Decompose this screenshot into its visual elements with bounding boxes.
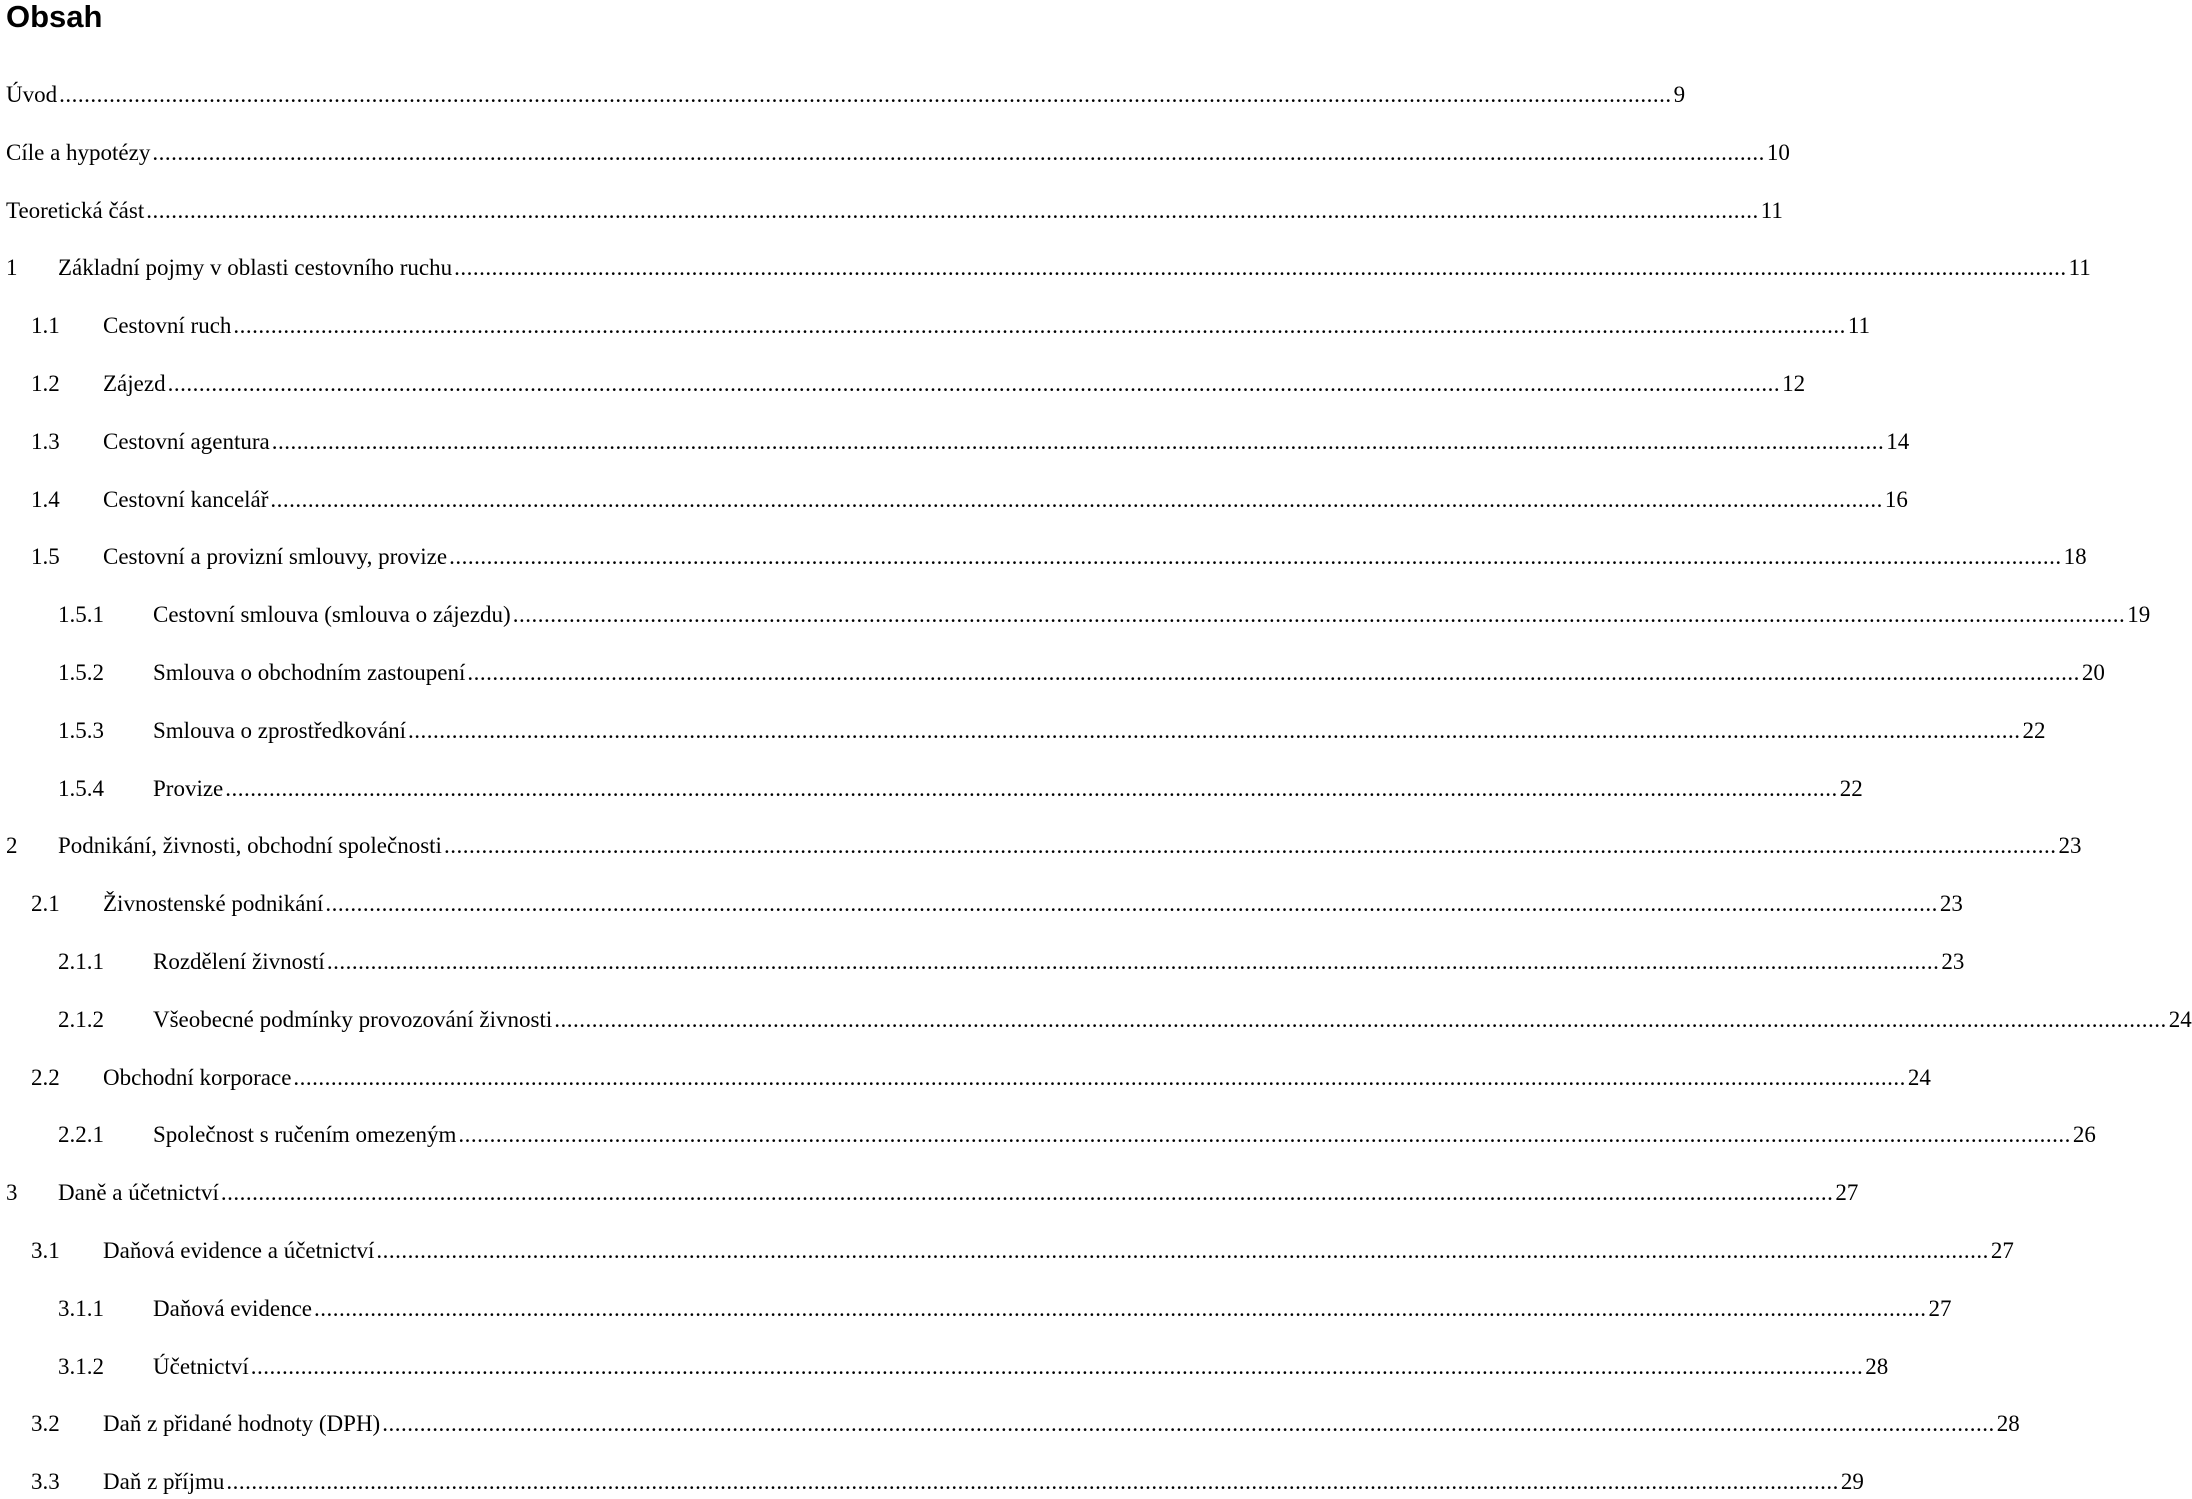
toc-entry-number: 1.5.3 (58, 717, 104, 743)
dot-leader (314, 1292, 1927, 1326)
toc-entry-page-number: 23 (2058, 833, 2082, 859)
toc-entry-number: 1.5.2 (58, 660, 104, 685)
toc-entry-page-number: 24 (2168, 1006, 2192, 1032)
dot-leader (152, 136, 1765, 170)
toc-entry-page-number: 28 (1996, 1411, 2020, 1437)
dot-leader (382, 1407, 1995, 1441)
toc-entry[interactable] (31, 425, 1910, 459)
toc-entry-number: 2.1 (31, 891, 60, 917)
toc-entry-page-number: 11 (1847, 313, 1871, 339)
toc-entry-page-number: 18 (2063, 544, 2087, 570)
toc-entry-number: 2.2 (31, 1064, 60, 1090)
page-title: Obsah (6, 0, 103, 34)
toc-entry[interactable] (31, 1234, 2014, 1268)
toc-entry-page-number: 26 (2072, 1122, 2096, 1148)
toc-entry-number: 1.4 (31, 486, 60, 512)
toc-entry-number: 2 (6, 833, 18, 859)
toc-entry[interactable] (58, 1003, 2192, 1037)
toc-entry-number: 1 (6, 255, 18, 281)
toc-entry-page-number: 12 (1782, 371, 1806, 396)
toc-entry[interactable] (58, 598, 2151, 632)
toc-entry-title: Daňová evidence (153, 1295, 313, 1321)
toc-entry-title: Cestovní agentura (103, 428, 270, 454)
toc-entry-page-number: 9 (1673, 82, 1686, 107)
toc-entry[interactable] (31, 1061, 1931, 1095)
toc-entry-title: Rozdělení živností (153, 949, 325, 974)
toc-entry[interactable] (58, 1350, 1889, 1384)
dot-leader (59, 78, 1672, 112)
toc-entry[interactable] (58, 772, 1863, 806)
toc-entry-title: Smlouva o zprostředkování (153, 717, 406, 743)
toc-entry-number: 3.1.2 (58, 1353, 104, 1379)
toc-entry-number: 3.1 (31, 1238, 60, 1263)
dot-leader (467, 656, 2080, 690)
toc-entry-title: Daň z přidané hodnoty (DPH) (103, 1411, 381, 1437)
dot-leader (449, 540, 2062, 574)
toc-entry-number: 1.5.4 (58, 775, 104, 801)
toc-entry-number: 3.2 (31, 1411, 60, 1437)
dot-leader (554, 1003, 2167, 1037)
toc-entry-number: 1.2 (31, 371, 60, 396)
dot-leader (168, 367, 1781, 401)
dot-leader (272, 425, 1885, 459)
dot-leader (327, 945, 1940, 979)
dot-leader (325, 887, 1938, 921)
toc-entry-title: Daň z příjmu (103, 1469, 225, 1495)
toc-entry-title: Teoretická část (6, 197, 145, 223)
toc-entry-title: Cestovní a provizní smlouvy, provize (103, 544, 448, 570)
toc-entry-number: 1.5 (31, 544, 60, 570)
toc-entry-number: 2.1.2 (58, 1006, 104, 1032)
toc-entry-page-number: 10 (1766, 139, 1790, 165)
toc-entry-title: Cestovní kancelář (103, 486, 269, 512)
toc-entry[interactable] (31, 887, 1963, 921)
toc-entry-title: Provize (153, 775, 224, 801)
dot-leader (226, 1465, 1839, 1499)
toc-entry-number: 3.3 (31, 1469, 60, 1495)
toc-entry-title: Cíle a hypotézy (6, 139, 151, 165)
toc-entry-title: Obchodní korporace (103, 1064, 292, 1090)
toc-entry-number: 1.1 (31, 313, 60, 339)
toc-entry[interactable] (31, 1407, 2020, 1441)
toc-entry-number: 3 (6, 1180, 18, 1206)
toc-entry-title: Zájezd (103, 371, 166, 396)
dot-leader (458, 1118, 2071, 1152)
toc-entry-page-number: 11 (2068, 255, 2091, 281)
dot-leader (513, 598, 2126, 632)
toc-entry-title: Daně a účetnictví (58, 1180, 219, 1206)
toc-entry-title: Účetnictví (153, 1353, 249, 1379)
dot-leader (225, 772, 1838, 806)
toc-entry[interactable] (31, 540, 2087, 574)
toc-entry-title: Podnikání, živnosti, obchodní společnosti (58, 833, 442, 859)
toc-entry[interactable] (6, 829, 2082, 863)
dot-leader (233, 309, 1846, 343)
toc-entry-number: 2.1.1 (58, 949, 104, 974)
toc-entry-title: Společnost s ručením omezeným (153, 1122, 457, 1148)
dot-leader (376, 1234, 1989, 1268)
dot-leader (221, 1176, 1834, 1210)
toc-entry-title: Cestovní ruch (103, 313, 232, 339)
toc-entry[interactable] (58, 656, 2105, 690)
toc-entry-page-number: 24 (1907, 1064, 1931, 1090)
toc-entry[interactable] (58, 945, 1965, 979)
toc-entry-number: 1.5.1 (58, 602, 104, 628)
toc-entry-page-number: 23 (1939, 891, 1963, 917)
toc-entry-page-number: 27 (1835, 1180, 1859, 1206)
toc-entry-page-number: 28 (1865, 1353, 1889, 1379)
toc-entry[interactable] (58, 714, 2046, 748)
toc-entry-page-number: 27 (1990, 1238, 2014, 1263)
toc-entry-page-number: 27 (1928, 1295, 1952, 1321)
toc-entry-page-number: 20 (2081, 660, 2105, 685)
toc-entry[interactable] (31, 309, 1871, 343)
toc-entry[interactable] (6, 1176, 1859, 1210)
dot-leader (146, 194, 1759, 228)
toc-entry-title: Všeobecné podmínky provozování živnosti (153, 1006, 553, 1032)
toc-entry[interactable] (6, 136, 1790, 170)
toc-entry[interactable] (6, 78, 1686, 112)
toc-entry-page-number: 16 (1884, 486, 1908, 512)
toc-entry-title: Daňová evidence a účetnictví (103, 1238, 375, 1263)
dot-leader (251, 1350, 1864, 1384)
toc-entry-title: Cestovní smlouva (smlouva o zájezdu) (153, 602, 511, 628)
toc-entry-page-number: 14 (1886, 428, 1910, 454)
toc-entry[interactable] (31, 483, 1908, 517)
toc-entry-number: 3.1.1 (58, 1295, 104, 1321)
dot-leader (408, 714, 2021, 748)
toc-entry[interactable] (6, 251, 2091, 285)
dot-leader (293, 1061, 1906, 1095)
toc-entry-page-number: 22 (2022, 717, 2046, 743)
toc-entry-title: Základní pojmy v oblasti cestovního ruchu (58, 255, 453, 281)
toc-entry-page-number: 22 (1839, 775, 1863, 801)
toc-entry[interactable] (58, 1118, 2096, 1152)
toc-entry-page-number: 11 (1760, 197, 1783, 223)
toc-entry-title: Úvod (6, 82, 58, 107)
toc-entry[interactable] (6, 194, 1783, 228)
toc-entry[interactable] (31, 1465, 1864, 1499)
toc-entry-number: 1.3 (31, 428, 60, 454)
toc-entry-page-number: 29 (1840, 1469, 1864, 1495)
toc-entry-page-number: 19 (2127, 602, 2151, 628)
toc-entry-title: Smlouva o obchodním zastoupení (153, 660, 466, 685)
toc-entry[interactable] (58, 1292, 1952, 1326)
toc-entry-page-number: 23 (1941, 949, 1965, 974)
dot-leader (444, 829, 2057, 863)
dot-leader (270, 483, 1883, 517)
dot-leader (454, 251, 2067, 285)
toc-entry[interactable] (31, 367, 1806, 401)
toc-entry-title: Živnostenské podnikání (103, 891, 324, 917)
toc-entry-number: 2.2.1 (58, 1122, 104, 1148)
